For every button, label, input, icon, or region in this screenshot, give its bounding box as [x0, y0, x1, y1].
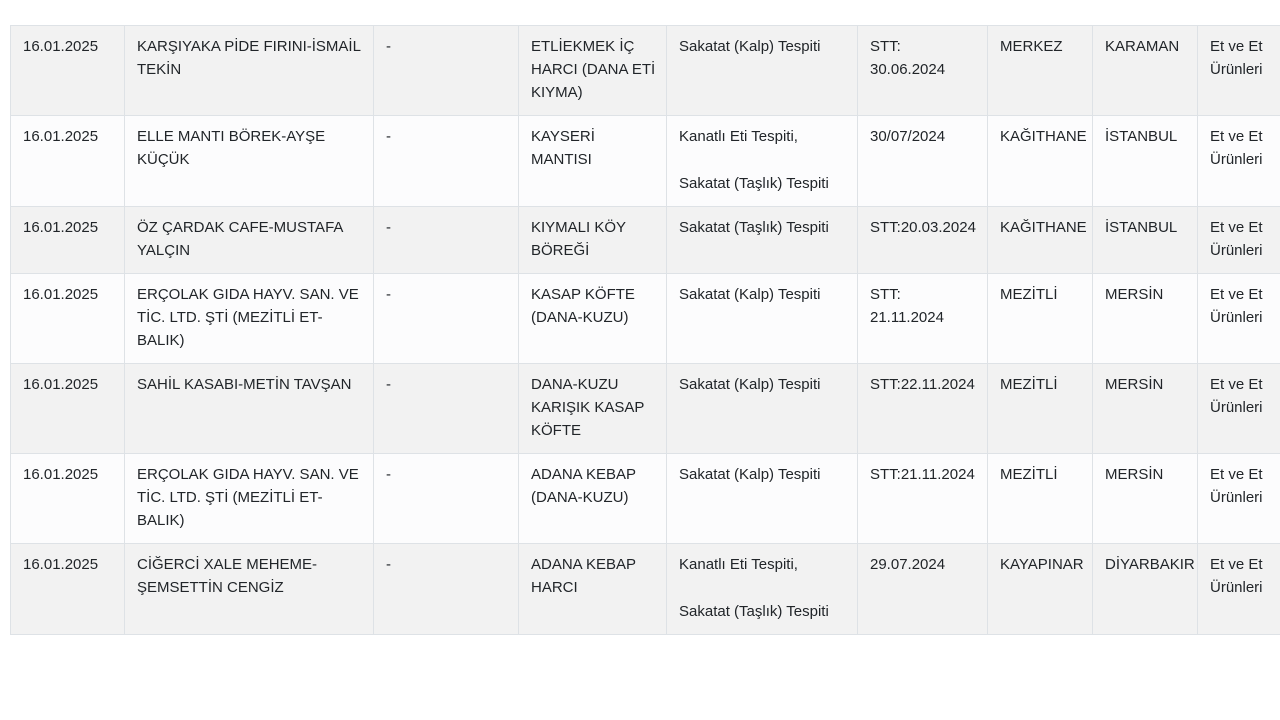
- cell-category: Et ve Et Ürünleri: [1198, 207, 1280, 274]
- cell-finding: [667, 544, 858, 635]
- cell-brand: -: [374, 116, 519, 207]
- finding-text: Sakatat (Taşlık) Tespiti: [679, 175, 829, 192]
- cell-province: MERSİN: [1093, 274, 1198, 364]
- finding-text: Sakatat (Taşlık) Tespiti: [679, 219, 829, 236]
- cell-product: DANA-KUZU KARIŞIK KASAP KÖFTE: [519, 364, 667, 454]
- cell-brand: -: [374, 454, 519, 544]
- finding-text: Sakatat (Taşlık) Tespiti: [679, 603, 829, 620]
- finding-text: Sakatat (Kalp) Tespiti: [679, 376, 821, 393]
- cell-category: Et ve Et Ürünleri: [1198, 26, 1280, 116]
- table-row: [11, 454, 1280, 544]
- cell-district: KAYAPINAR: [988, 544, 1093, 635]
- finding-text: Sakatat (Kalp) Tespiti: [679, 286, 821, 303]
- cell-province: İSTANBUL: [1093, 116, 1198, 207]
- table-row: [11, 274, 1280, 364]
- table-row: [11, 207, 1280, 274]
- cell-category: Et ve Et Ürünleri: [1198, 544, 1280, 635]
- finding-text: Sakatat (Kalp) Tespiti: [679, 466, 821, 483]
- cell-date: 16.01.2025: [11, 454, 125, 544]
- cell-company: SAHİL KASABI-METİN TAVŞAN: [125, 364, 374, 454]
- cell-province: MERSİN: [1093, 454, 1198, 544]
- cell-expiry: 29.07.2024: [858, 544, 988, 635]
- finding-text: Sakatat (Kalp) Tespiti: [679, 38, 821, 55]
- violations-table-body: [11, 26, 1280, 635]
- cell-product: KASAP KÖFTE (DANA-KUZU): [519, 274, 667, 364]
- cell-product: KIYMALI KÖY BÖREĞİ: [519, 207, 667, 274]
- cell-product: KAYSERİ MANTISI: [519, 116, 667, 207]
- cell-category: Et ve Et Ürünleri: [1198, 116, 1280, 207]
- cell-province: DİYARBAKIR: [1093, 544, 1198, 635]
- violations-table: [10, 25, 1280, 635]
- cell-district: MEZİTLİ: [988, 364, 1093, 454]
- cell-brand: -: [374, 274, 519, 364]
- cell-expiry: STT: 21.11.2024: [858, 274, 988, 364]
- cell-expiry: STT:21.11.2024: [858, 454, 988, 544]
- cell-finding: [667, 364, 858, 454]
- table-row: [11, 26, 1280, 116]
- cell-finding: [667, 26, 858, 116]
- cell-district: MEZİTLİ: [988, 274, 1093, 364]
- cell-finding: [667, 116, 858, 207]
- cell-brand: -: [374, 544, 519, 635]
- cell-brand: -: [374, 207, 519, 274]
- cell-company: KARŞIYAKA PİDE FIRINI-İSMAİL TEKİN: [125, 26, 374, 116]
- cell-province: KARAMAN: [1093, 26, 1198, 116]
- cell-expiry: STT: 30.06.2024: [858, 26, 988, 116]
- cell-brand: -: [374, 364, 519, 454]
- cell-date: 16.01.2025: [11, 207, 125, 274]
- cell-brand: -: [374, 26, 519, 116]
- cell-product: ETLİEKMEK İÇ HARCI (DANA ETİ KIYMA): [519, 26, 667, 116]
- cell-district: KAĞITHANE: [988, 116, 1093, 207]
- cell-category: Et ve Et Ürünleri: [1198, 274, 1280, 364]
- cell-date: 16.01.2025: [11, 116, 125, 207]
- cell-province: İSTANBUL: [1093, 207, 1198, 274]
- cell-category: Et ve Et Ürünleri: [1198, 454, 1280, 544]
- cell-product: ADANA KEBAP (DANA-KUZU): [519, 454, 667, 544]
- cell-district: MERKEZ: [988, 26, 1093, 116]
- cell-expiry: STT:20.03.2024: [858, 207, 988, 274]
- cell-date: 16.01.2025: [11, 26, 125, 116]
- table-row: [11, 544, 1280, 635]
- cell-company: ERÇOLAK GIDA HAYV. SAN. VE TİC. LTD. ŞTİ (MEZİTLİ ET-BALIK): [125, 454, 374, 544]
- cell-company: CİĞERCİ XALE MEHEME-ŞEMSETTİN CENGİZ: [125, 544, 374, 635]
- cell-expiry: 30/07/2024: [858, 116, 988, 207]
- cell-category: Et ve Et Ürünleri: [1198, 364, 1280, 454]
- table-row: [11, 116, 1280, 207]
- cell-district: MEZİTLİ: [988, 454, 1093, 544]
- cell-finding: [667, 454, 858, 544]
- cell-finding: [667, 207, 858, 274]
- finding-text: Kanatlı Eti Tespiti,: [679, 128, 798, 145]
- cell-expiry: STT:22.11.2024: [858, 364, 988, 454]
- cell-district: KAĞITHANE: [988, 207, 1093, 274]
- cell-product: ADANA KEBAP HARCI: [519, 544, 667, 635]
- finding-text: Kanatlı Eti Tespiti,: [679, 556, 798, 573]
- cell-date: 16.01.2025: [11, 274, 125, 364]
- cell-date: 16.01.2025: [11, 364, 125, 454]
- cell-company: ERÇOLAK GIDA HAYV. SAN. VE TİC. LTD. ŞTİ (MEZİTLİ ET-BALIK): [125, 274, 374, 364]
- cell-finding: [667, 274, 858, 364]
- violations-table-container: [10, 25, 1280, 635]
- cell-company: ELLE MANTI BÖREK-AYŞE KÜÇÜK: [125, 116, 374, 207]
- cell-company: ÖZ ÇARDAK CAFE-MUSTAFA YALÇIN: [125, 207, 374, 274]
- table-row: [11, 364, 1280, 454]
- cell-province: MERSİN: [1093, 364, 1198, 454]
- cell-date: 16.01.2025: [11, 544, 125, 635]
